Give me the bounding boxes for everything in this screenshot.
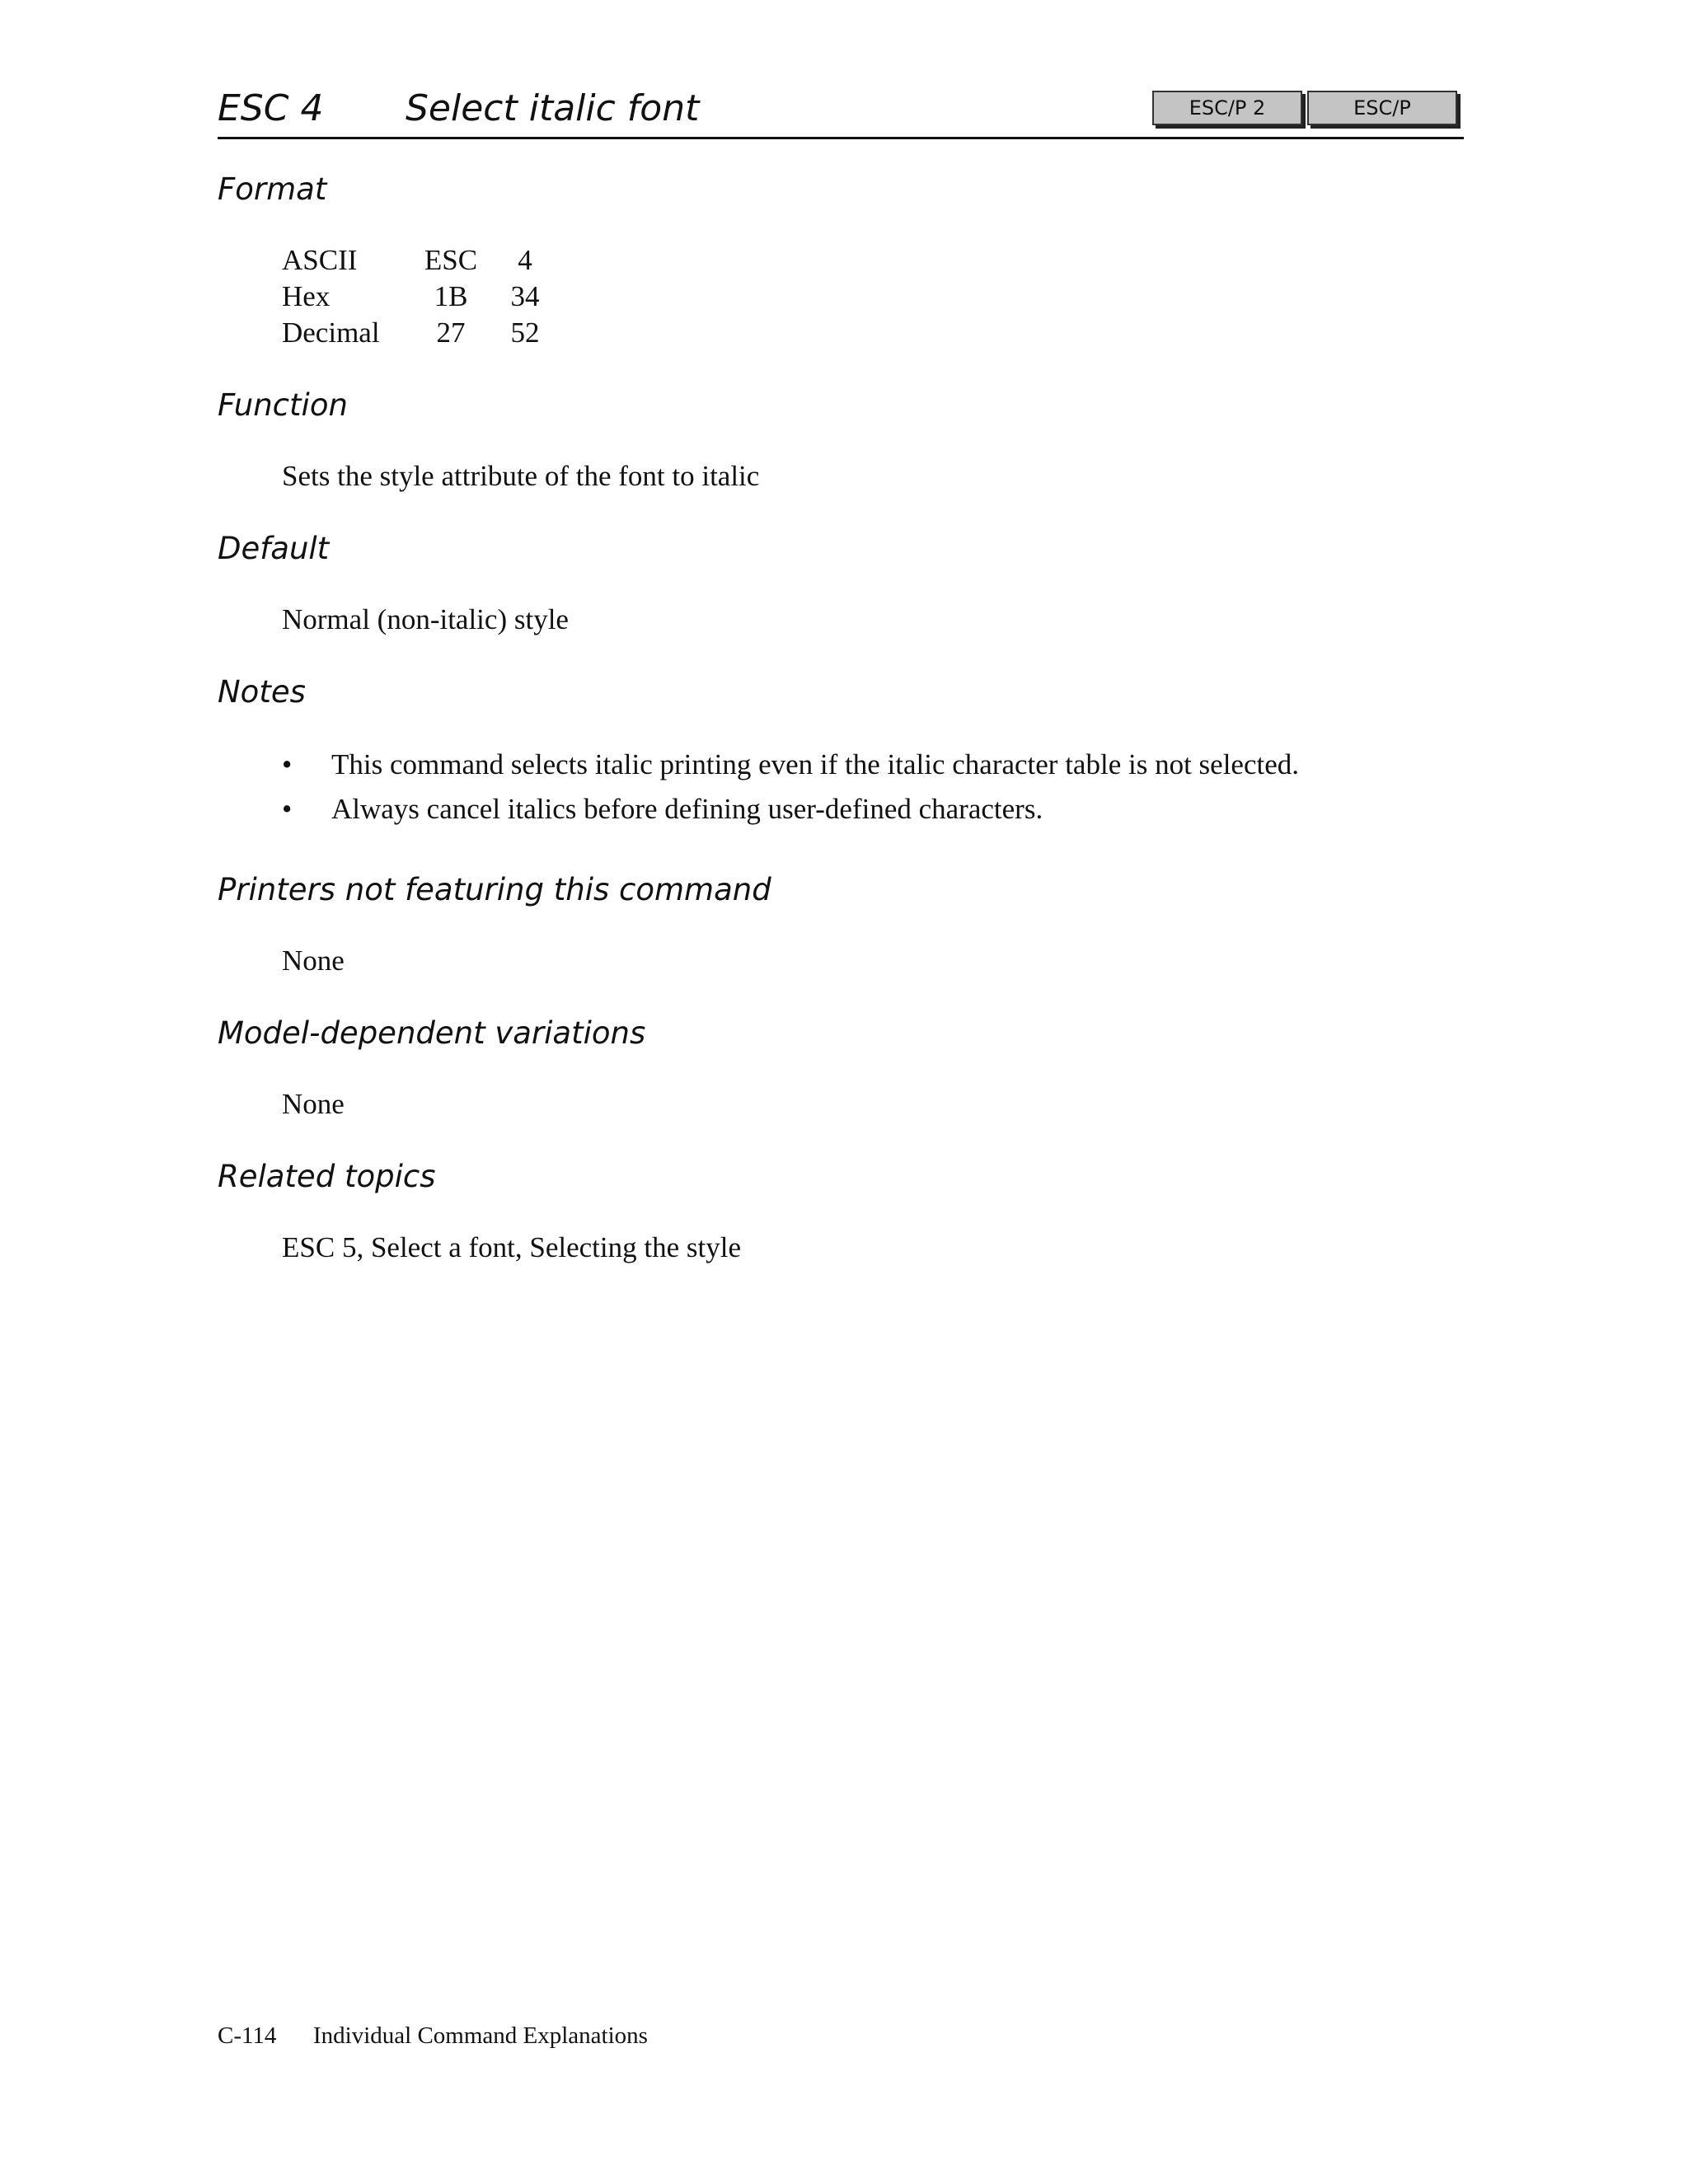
- related-topics-text: ESC 5, Select a font, Selecting the style: [282, 1231, 741, 1263]
- format-value: ESC: [424, 244, 478, 276]
- notes-heading: Notes: [218, 674, 306, 710]
- model-variations-heading: Model-dependent variations: [218, 1015, 646, 1051]
- model-variations-text: None: [282, 1088, 345, 1120]
- format-value: 34: [510, 280, 540, 312]
- command-code: ESC 4: [218, 87, 324, 129]
- page-header: [218, 82, 1464, 139]
- format-heading: Format: [218, 171, 327, 207]
- list-item: [282, 747, 1299, 791]
- footer-title: Individual Command Explanations: [313, 2022, 648, 2049]
- format-table: [282, 242, 612, 351]
- default-text: Normal (non-italic) style: [282, 603, 569, 635]
- format-label: Hex: [282, 280, 331, 312]
- badge-escp2: ESC/P 2: [1152, 91, 1302, 125]
- default-heading: Default: [218, 531, 330, 566]
- notes-list: [282, 747, 1299, 836]
- format-row-decimal: [282, 315, 612, 351]
- format-value: 1B: [434, 280, 468, 312]
- function-text: Sets the style attribute of the font to italic: [282, 460, 760, 492]
- format-label: Decimal: [282, 316, 380, 349]
- bullet: •: [282, 748, 293, 780]
- format-value: 4: [518, 244, 532, 276]
- format-row-ascii: [282, 242, 612, 279]
- list-item: [282, 791, 1299, 836]
- format-value: 27: [436, 316, 466, 349]
- format-value: 52: [510, 316, 540, 349]
- note-text: This command selects italic printing even if the italic character table is not selected.: [331, 748, 1300, 780]
- page-number: C-114: [218, 2022, 277, 2049]
- command-title: Select italic font: [406, 87, 700, 129]
- bullet: •: [282, 793, 293, 825]
- related-topics-heading: Related topics: [218, 1159, 436, 1194]
- format-row-hex: [282, 279, 612, 315]
- function-heading: Function: [218, 387, 348, 423]
- note-text: Always cancel italics before defining user-defined characters.: [331, 793, 1043, 825]
- badge-escp: ESC/P: [1307, 91, 1457, 125]
- printers-not-featuring-heading: Printers not featuring this command: [218, 872, 771, 907]
- format-label: ASCII: [282, 244, 358, 276]
- printers-not-featuring-text: None: [282, 944, 345, 977]
